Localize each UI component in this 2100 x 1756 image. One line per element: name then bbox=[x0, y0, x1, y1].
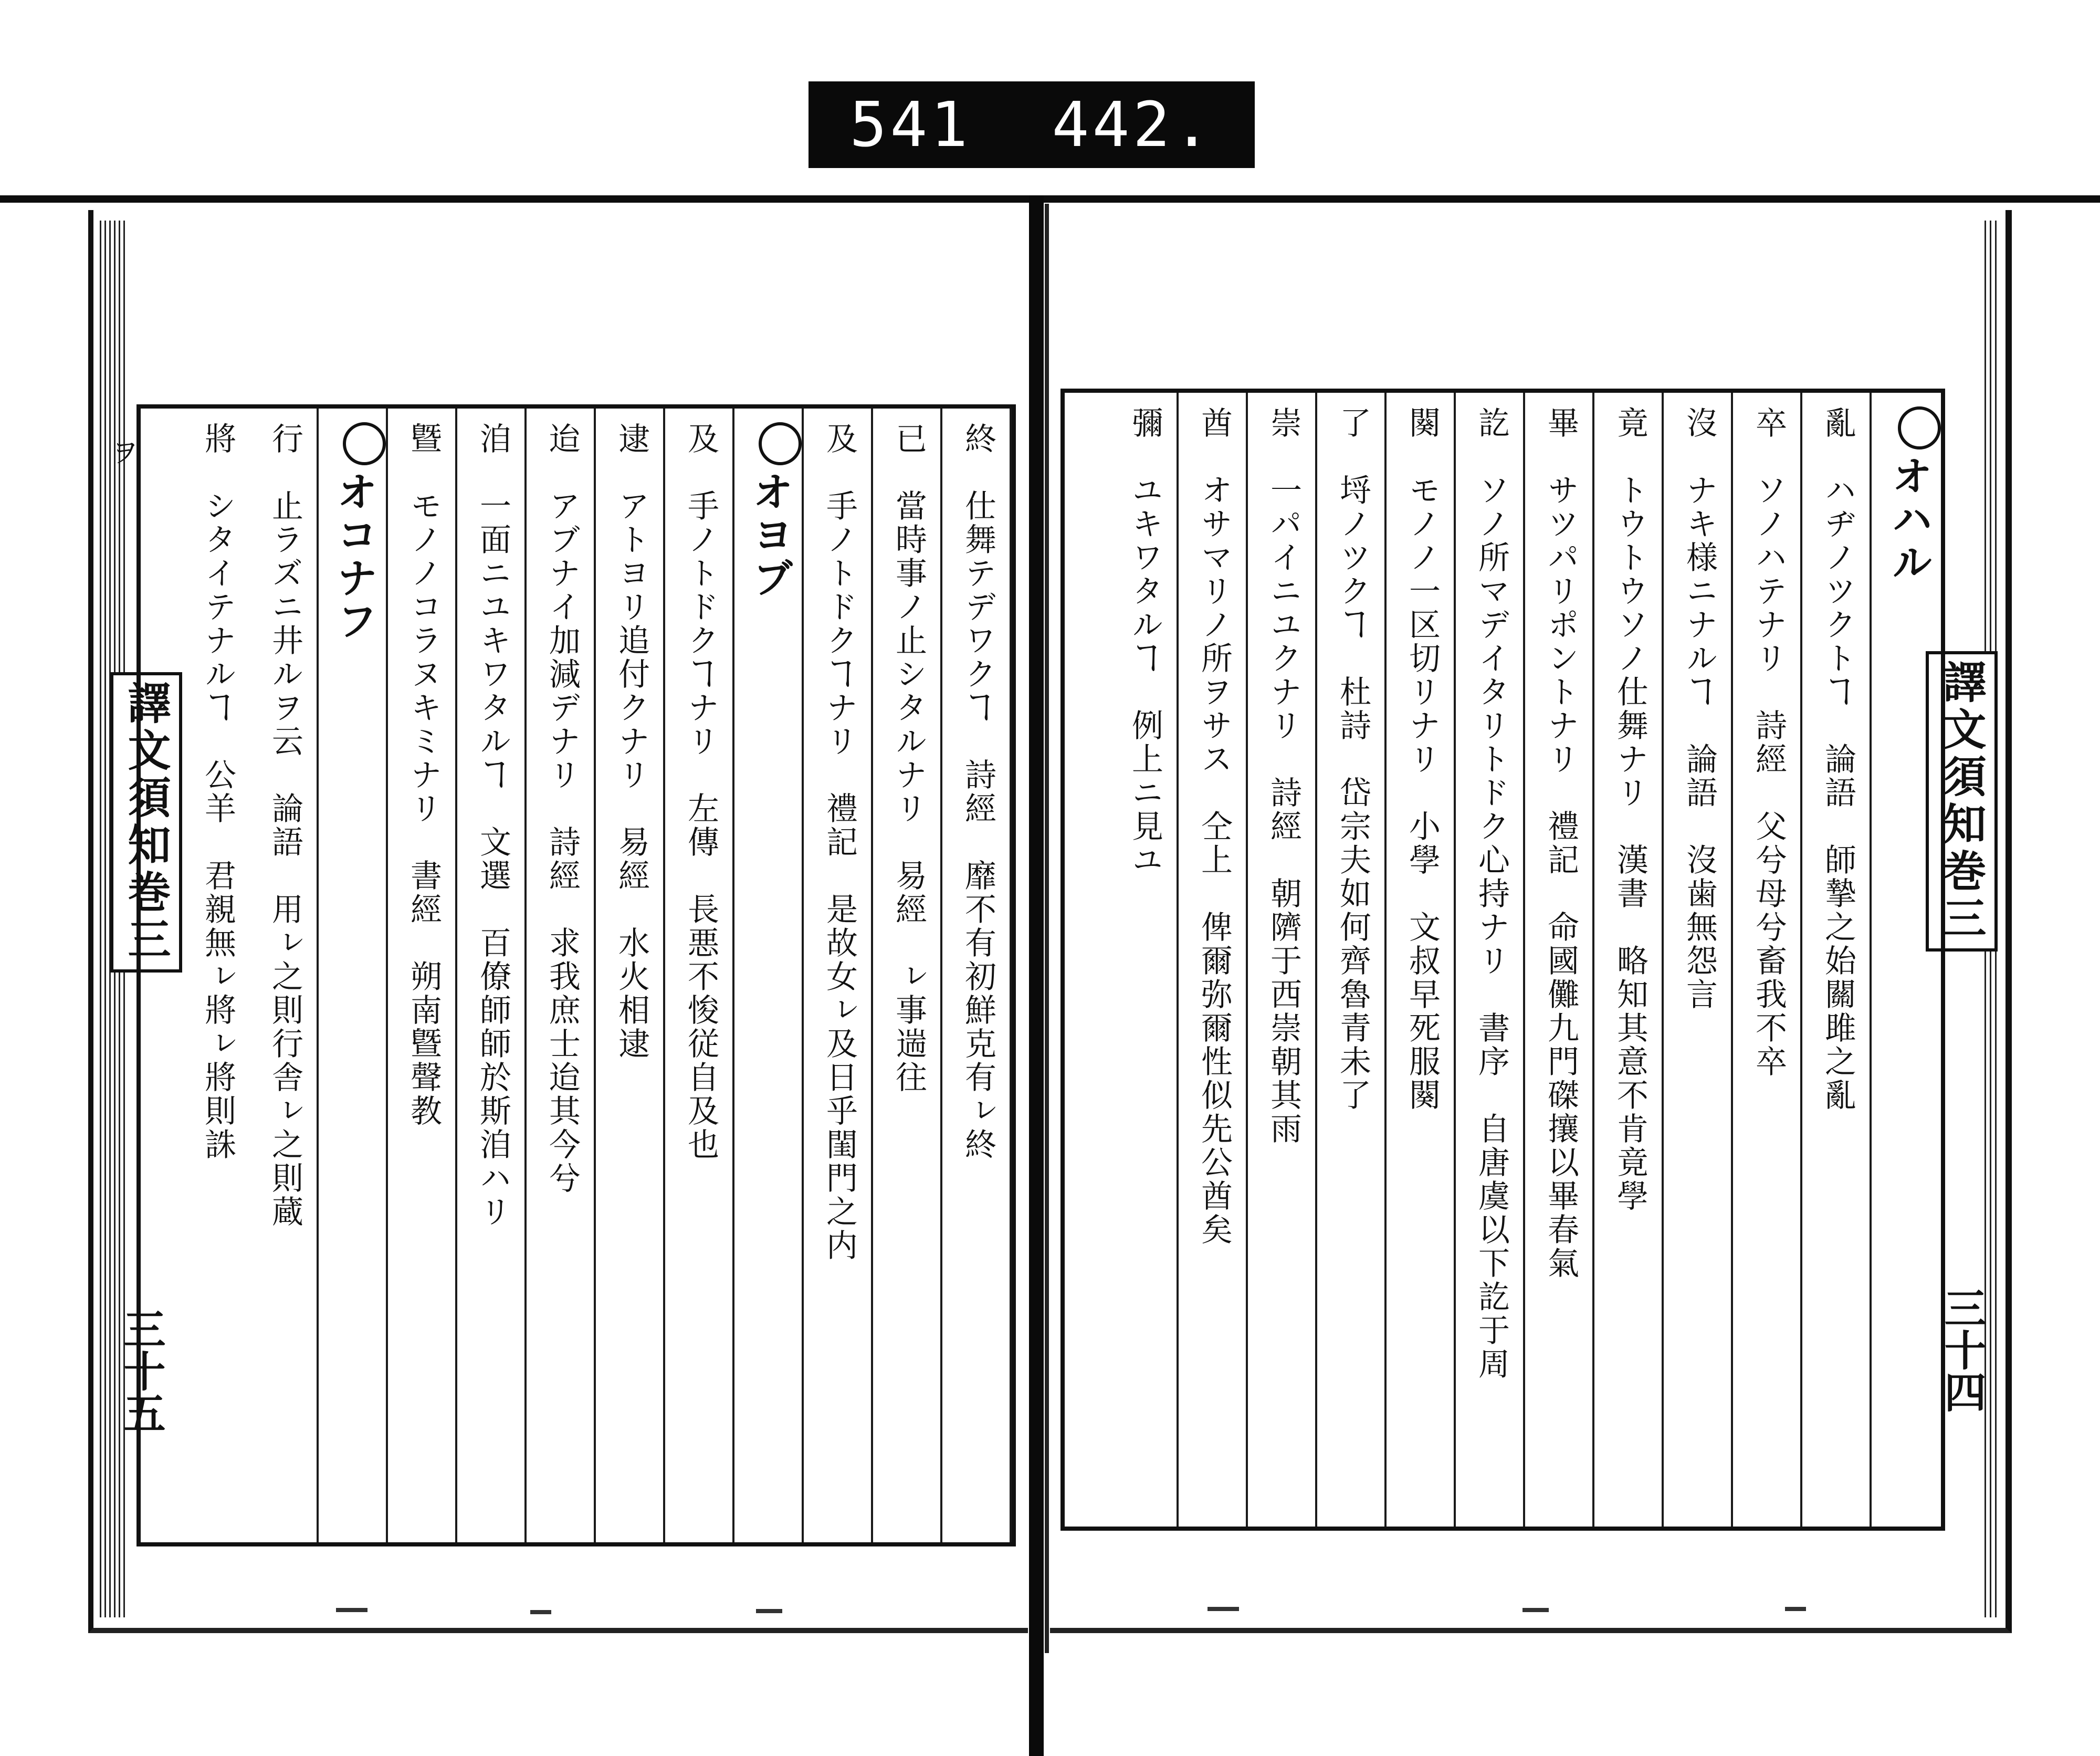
section-heading: オヨブ bbox=[746, 471, 794, 600]
book-spine-shadow bbox=[1045, 204, 1049, 1653]
column-text: 卒 ソノハテナリ 詩經 父兮母兮畜我不卒 bbox=[1750, 406, 1787, 1079]
column-text: 曁 モノノコラヌキミナリ 書經 朔南曁聲教 bbox=[405, 422, 442, 1128]
section-heading: オハル bbox=[1885, 455, 1933, 584]
column-text: 了 埒ノツクヿ 杜詩 岱宗夫如何齊魯青未了 bbox=[1335, 406, 1371, 1112]
text-column bbox=[596, 409, 665, 1542]
scan-top-edge bbox=[0, 195, 2100, 203]
column-text: 彌 ユキワタルヿ 例上ニ見ユ bbox=[1127, 406, 1163, 877]
column-text: 終 仕舞テデワクヿ 詩經 靡不有初鮮克有ㇾ終 bbox=[960, 422, 996, 1162]
section-heading: オコナフ bbox=[330, 471, 378, 643]
column-text: 及 手ノトドクヿナリ 左傳 長悪不悛従自及也 bbox=[682, 422, 719, 1162]
circle-marker-icon bbox=[1898, 406, 1941, 450]
column-text: 行 止ラズニ井ルヲ云 論語 用ㇾ之則行舎ㇾ之則蔵 bbox=[267, 422, 303, 1229]
right-text-frame bbox=[1060, 389, 1945, 1531]
section-heading-column bbox=[1872, 393, 1941, 1527]
text-column bbox=[1733, 393, 1802, 1527]
section-heading-column bbox=[734, 409, 804, 1542]
circle-marker-icon bbox=[343, 422, 386, 465]
text-column bbox=[873, 409, 942, 1542]
column-text: 洎 一面ニユキワタルヿ 文選 百僚師師於斯洎ハリ bbox=[475, 422, 511, 1229]
text-column bbox=[1456, 393, 1525, 1527]
print-dust bbox=[756, 1609, 782, 1613]
column-text: 迨 アブナイ加減デナリ 詩經 求我庶士迨其今兮 bbox=[544, 422, 581, 1195]
column-text: 已 當時事ノ止シタルナリ 易經 ㇾ事遄往 bbox=[890, 422, 927, 1094]
column-text: 逮 アトヨリ追付クナリ 易經 水火相逮 bbox=[613, 422, 650, 1061]
left-folio: 三十五 bbox=[117, 1308, 166, 1434]
column-text: 亂 ハヂノツクトヿ 論語 師摯之始關雎之亂 bbox=[1820, 406, 1856, 1112]
column-text: 竟 トウトウソノ仕舞ナリ 漢書 略知其意不肯竟學 bbox=[1612, 406, 1648, 1213]
left-side-title: 譯文須知巻三 bbox=[110, 672, 182, 973]
text-column bbox=[180, 409, 249, 1542]
text-column bbox=[1387, 393, 1456, 1527]
column-text: 畢 サツパリポントナリ 禮記 命國儺九門磔攘以畢春氣 bbox=[1542, 406, 1579, 1280]
left-text-frame bbox=[136, 404, 1016, 1546]
column-text: 崇 一パイニユクナリ 詩經 朝隮于西崇朝其雨 bbox=[1265, 406, 1302, 1146]
text-column bbox=[1317, 393, 1387, 1527]
text-column bbox=[249, 409, 319, 1542]
print-dust bbox=[1208, 1607, 1239, 1611]
column-text: 闋 モノノ一区切リナリ 小學 文叔早死服闋 bbox=[1404, 406, 1441, 1112]
text-column bbox=[388, 409, 457, 1542]
text-column bbox=[1248, 393, 1317, 1527]
text-column bbox=[1525, 393, 1594, 1527]
left-corner-mark: ヲ bbox=[111, 437, 139, 469]
book-spine bbox=[1029, 195, 1044, 1756]
print-dust bbox=[530, 1610, 551, 1614]
right-folio: 三十四 bbox=[1937, 1287, 1987, 1413]
text-column bbox=[1594, 393, 1664, 1527]
text-column bbox=[1109, 393, 1179, 1527]
column-text: 酋 オサマリノ所ヲサス 仝上 俾爾弥爾性似先公酋矣 bbox=[1196, 406, 1233, 1247]
section-heading-column bbox=[319, 409, 388, 1542]
print-dust bbox=[336, 1608, 368, 1612]
text-column bbox=[1664, 393, 1733, 1527]
text-column bbox=[1802, 393, 1872, 1527]
text-column bbox=[942, 409, 1012, 1542]
print-dust bbox=[1785, 1607, 1806, 1611]
text-column bbox=[665, 409, 734, 1542]
column-text: 訖 ソノ所マデイタリトドク心持ナリ 書序 自唐虞以下訖于周 bbox=[1473, 406, 1510, 1381]
text-column bbox=[527, 409, 596, 1542]
right-side-title: 譯文須知巻三 bbox=[1926, 651, 1998, 952]
text-column bbox=[804, 409, 873, 1542]
print-dust bbox=[1522, 1608, 1549, 1612]
column-text: 及 手ノトドクヿナリ 禮記 是故女ㇾ及日乎閨門之内 bbox=[821, 422, 858, 1262]
circle-marker-icon bbox=[759, 422, 802, 465]
text-column bbox=[457, 409, 527, 1542]
column-text: 沒 ナキ様ニナルヿ 論語 沒歯無怨言 bbox=[1681, 406, 1718, 1011]
catalog-number-label: 541 442. bbox=[808, 81, 1255, 168]
column-text: 將 シタイテナルヿ 公羊 君親無ㇾ將ㇾ將則誅 bbox=[200, 422, 236, 1162]
text-column bbox=[1179, 393, 1248, 1527]
